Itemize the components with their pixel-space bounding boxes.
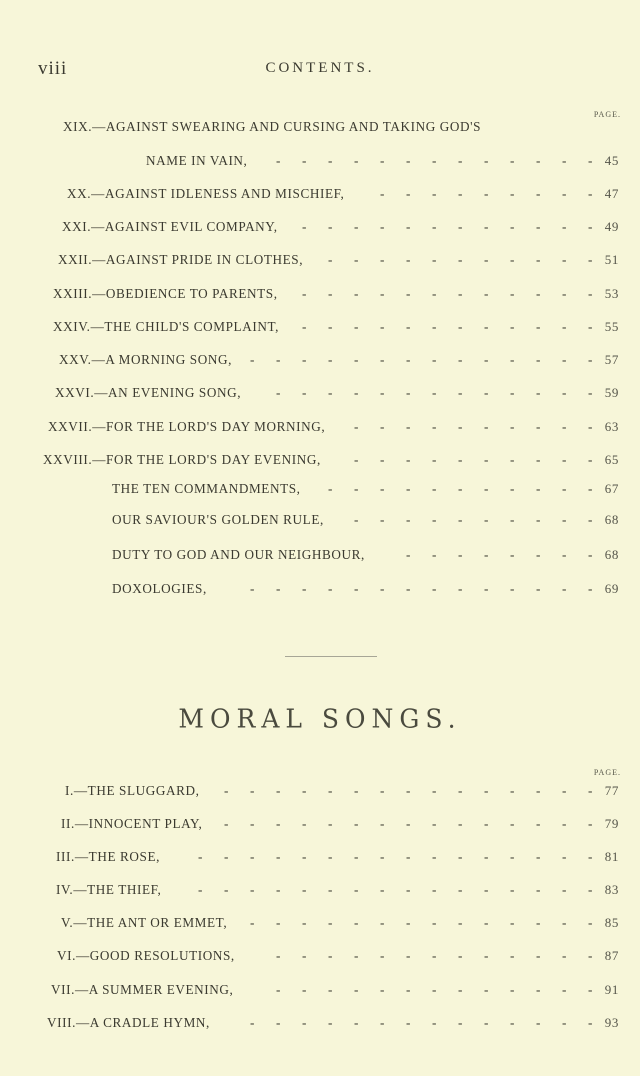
entry-text: —INNOCENT PLAY, <box>74 816 203 831</box>
dot-leader: - - - - - - - - - - - <box>328 481 593 496</box>
dot-leader: - - - - - - - - - - - <box>328 252 593 267</box>
toc-entry <box>0 481 640 501</box>
dot-leader: - - - - - - - - - - <box>354 452 593 467</box>
page-number: 81 <box>604 849 619 864</box>
dot-leader: - - - - - - - - - - - - - - - - <box>198 882 593 897</box>
toc-entry <box>0 419 640 439</box>
toc-entry <box>0 352 640 372</box>
section-divider <box>285 656 377 657</box>
entry-number: I. <box>65 783 74 798</box>
page-number: 93 <box>604 1015 619 1030</box>
page-number: 68 <box>604 547 619 562</box>
toc-entry <box>0 512 640 532</box>
entry-number: XXII. <box>58 252 93 267</box>
dot-leader: - - - - - - - - - - - - - <box>276 385 593 400</box>
page-column-label-moral-songs: PAGE. <box>593 768 621 777</box>
entry-number: XXIII. <box>53 286 93 301</box>
entry-number: XXI. <box>62 219 92 234</box>
dot-leader: - - - - - - - - - - - - - <box>276 982 593 997</box>
entry-number: IV. <box>56 882 74 897</box>
page-folio: viii <box>38 58 68 79</box>
page-number: 67 <box>604 481 619 496</box>
entry-text: —AGAINST PRIDE IN CLOTHES, <box>92 252 304 267</box>
entry-number: XXIV. <box>53 319 91 334</box>
entry-text: OUR SAVIOUR'S GOLDEN RULE, <box>112 512 324 527</box>
toc-entry <box>0 452 640 472</box>
page-number: 57 <box>604 352 619 367</box>
entry-number: XXV. <box>59 352 92 367</box>
dot-leader: - - - - - - - - - - <box>354 419 593 434</box>
page-number: 69 <box>604 581 619 596</box>
toc-entry <box>0 219 640 239</box>
toc-entry <box>0 252 640 272</box>
entry-number: VII. <box>51 982 76 997</box>
entry-number: XXVIII. <box>43 452 93 467</box>
dot-leader: - - - - - - - - - - - - <box>302 286 593 301</box>
toc-entry <box>0 286 640 306</box>
entry-number: II. <box>61 816 75 831</box>
section-heading: MORAL SONGS. <box>178 703 462 734</box>
toc-entry <box>0 153 640 173</box>
page-title: CONTENTS. <box>265 60 375 76</box>
toc-entry <box>0 186 640 206</box>
dot-leader: - - - - - - - - - - - - - - - <box>224 816 593 831</box>
dot-leader: - - - - - - - - - - - - - <box>276 153 593 168</box>
dot-leader: - - - - - - - - - - - - - - <box>250 352 593 367</box>
entry-text: —THE ANT OR EMMET, <box>73 915 228 930</box>
toc-entry <box>0 982 640 1002</box>
entry-number: V. <box>61 915 74 930</box>
toc-entry <box>0 849 640 869</box>
entry-text: —OBEDIENCE TO PARENTS, <box>92 286 278 301</box>
dot-leader: - - - - - - - - <box>406 547 593 562</box>
page-number: 79 <box>604 816 619 831</box>
page-number: 65 <box>604 452 619 467</box>
toc-entry <box>0 385 640 405</box>
entry-text: —AN EVENING SONG, <box>94 385 242 400</box>
page-number: 63 <box>604 419 619 434</box>
toc-entry <box>0 915 640 935</box>
entry-text: —FOR THE LORD'S DAY EVENING, <box>92 452 321 467</box>
entry-text: —THE THIEF, <box>73 882 162 897</box>
page-number: 77 <box>604 783 619 798</box>
page-number: 85 <box>604 915 619 930</box>
entry-text: —THE ROSE, <box>74 849 160 864</box>
dot-leader: - - - - - - - - - - - - - - <box>250 915 593 930</box>
page-number: 83 <box>604 882 619 897</box>
entry-number: XXVI. <box>55 385 95 400</box>
dot-leader: - - - - - - - - - <box>380 186 593 201</box>
entry-text: —AGAINST IDLENESS AND MISCHIEF, <box>91 186 345 201</box>
toc-entry <box>0 319 640 339</box>
dot-leader: - - - - - - - - - - - - - <box>276 948 593 963</box>
page-number: 47 <box>604 186 619 201</box>
entry-title <box>63 119 481 135</box>
dot-leader: - - - - - - - - - - - - - - <box>250 1015 593 1030</box>
entry-text: —AGAINST SWEARING AND CURSING AND TAKING GOD'S <box>92 119 482 134</box>
entry-text: DOXOLOGIES, <box>112 581 207 596</box>
toc-entry <box>0 119 640 139</box>
page-number: 49 <box>604 219 619 234</box>
page-number: 53 <box>604 286 619 301</box>
running-head <box>0 58 640 82</box>
entry-number: XX. <box>67 186 92 201</box>
toc-entry <box>0 816 640 836</box>
dot-leader: - - - - - - - - - - - - - - - - <box>198 849 593 864</box>
page-column-label: PAGE. <box>593 110 621 119</box>
toc-entry <box>0 1015 640 1035</box>
toc-entry <box>0 547 640 567</box>
dot-leader: - - - - - - - - - - <box>354 512 593 527</box>
entry-number: III. <box>56 849 75 864</box>
page-number: 87 <box>604 948 619 963</box>
page-number: 55 <box>604 319 619 334</box>
entry-text: —THE SLUGGARD, <box>73 783 200 798</box>
entry-text: —GOOD RESOLUTIONS, <box>76 948 235 963</box>
dot-leader: - - - - - - - - - - - - <box>302 319 593 334</box>
dot-leader: - - - - - - - - - - - - - - - <box>224 783 593 798</box>
entry-text: —A MORNING SONG, <box>91 352 232 367</box>
entry-number: XXVII. <box>48 419 93 434</box>
page-number: 51 <box>604 252 619 267</box>
page-number: 45 <box>604 153 619 168</box>
page-number: 68 <box>604 512 619 527</box>
entry-number: VIII. <box>47 1015 76 1030</box>
entry-text: —FOR THE LORD'S DAY MORNING, <box>92 419 326 434</box>
entry-text: —THE CHILD'S COMPLAINT, <box>90 319 280 334</box>
entry-number: VI. <box>57 948 77 963</box>
dot-leader: - - - - - - - - - - - - - - <box>250 581 593 596</box>
toc-entry <box>0 581 640 601</box>
entry-text: THE TEN COMMANDMENTS, <box>112 481 301 496</box>
entry-text: DUTY TO GOD AND OUR NEIGHBOUR, <box>112 547 365 562</box>
dot-leader: - - - - - - - - - - - - <box>302 219 593 234</box>
entry-text: —A CRADLE HYMN, <box>76 1015 210 1030</box>
toc-entry <box>0 948 640 968</box>
entry-number: XIX. <box>63 119 93 134</box>
entry-text: —AGAINST EVIL COMPANY, <box>91 219 278 234</box>
toc-entry <box>0 882 640 902</box>
page-number: 91 <box>604 982 619 997</box>
entry-text: NAME IN VAIN, <box>146 153 248 168</box>
entry-text: —A SUMMER EVENING, <box>75 982 234 997</box>
page-number: 59 <box>604 385 619 400</box>
toc-entry <box>0 783 640 803</box>
